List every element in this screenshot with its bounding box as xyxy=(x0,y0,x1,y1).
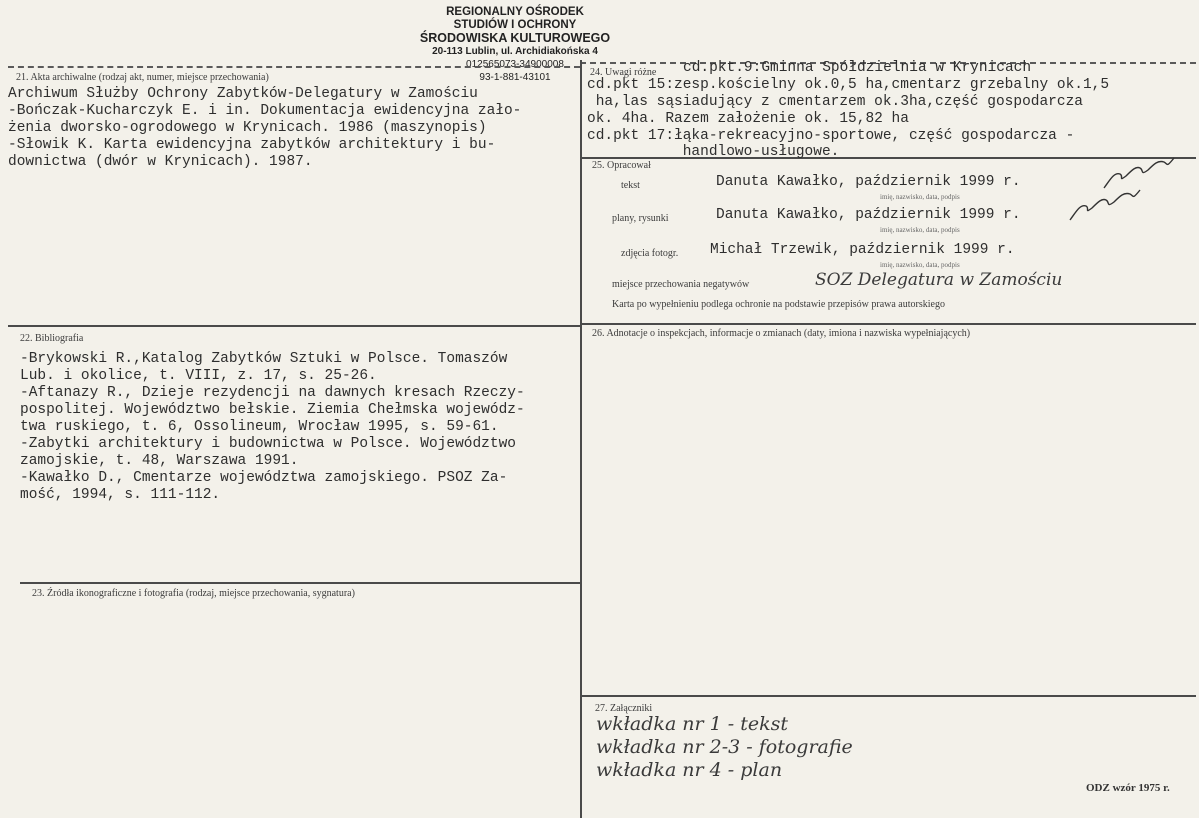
stamp-line: 20-113 Lublin, ul. Archidiakońska 4 xyxy=(432,46,598,57)
section-24-label: 24. Uwagi różne xyxy=(590,67,657,78)
text-line: -Słowik K. Karta ewidencyjna zabytków architektury i bu- xyxy=(8,137,496,153)
text-line: -Zabytki architektury i budownictwa w Polsce. Województwo xyxy=(20,436,516,452)
text-line: pospolitej. Województwo bełskie. Ziemia Chełmska wojewódz- xyxy=(20,402,525,418)
rule-right-27 xyxy=(582,695,1196,697)
form-id: ODZ wzór 1975 r. xyxy=(1086,782,1170,794)
stamp-line: STUDIÓW I OCHRONY xyxy=(453,19,577,31)
text-line: zamojskie, t. 48, Warszawa 1991. xyxy=(20,453,299,469)
stamp-line: 012565073-34900008 xyxy=(466,59,564,70)
rule-left-23 xyxy=(20,582,580,584)
zdjecia-value: Michał Trzewik, październik 1999 r. xyxy=(710,242,1015,258)
top-rule-left xyxy=(8,66,580,68)
text-line: mość, 1994, s. 111-112. xyxy=(20,487,221,503)
plany-hint: imię, nazwisko, data, podpis xyxy=(880,226,960,234)
stamp-line: 93-1-881-43101 xyxy=(479,72,551,83)
text-line: ha,las sąsiadujący z cmentarzem ok.3ha,część gospodarcza xyxy=(587,94,1083,110)
text-line: handlowo-usługowe. xyxy=(587,144,840,160)
section-26-label: 26. Adnotacje o inspekcjach, informacje o zmianach (daty, imiona i nazwiska wypełniających) xyxy=(592,328,971,339)
plany-label: plany, rysunki xyxy=(612,213,669,224)
section-22-label: 22. Bibliografia xyxy=(20,333,84,344)
tekst-hint: imię, nazwisko, data, podpis xyxy=(880,193,960,201)
text-line: -Brykowski R.,Katalog Zabytków Sztuki w Polsce. Tomaszów xyxy=(20,351,508,367)
tekst-label: tekst xyxy=(621,180,640,191)
text-line: żenia dworsko-ogrodowego w Krynicach. 1986 (maszynopis) xyxy=(8,120,487,136)
text-line: ok. 4ha. Razem założenie ok. 15,82 ha xyxy=(587,111,909,127)
text-line: twa ruskiego, t. 6, Ossolineum, Wrocław 1995, s. 59-61. xyxy=(20,419,499,435)
text-line: -Bończak-Kucharczyk E. i in. Dokumentacja ewidencyjna zało- xyxy=(8,103,522,119)
center-divider xyxy=(580,60,582,818)
section-21-label: 21. Akta archiwalne (rodzaj akt, numer, miejsce przechowania) xyxy=(16,72,269,83)
zdjecia-label: zdjęcia fotogr. xyxy=(621,248,679,259)
negatywy-label: miejsce przechowania negatywów xyxy=(612,279,750,290)
text-line: downictwa (dwór w Krynicach). 1987. xyxy=(8,154,313,170)
attachment-item: wkładka nr 4 - plan xyxy=(596,759,783,781)
zdjecia-hint: imię, nazwisko, data, podpis xyxy=(880,261,960,269)
negatywy-value: SOZ Delegatura w Zamościu xyxy=(815,270,1063,290)
text-line: cd.pkt 15:zesp.kościelny ok.0,5 ha,cmentarz grzebalny ok.1,5 xyxy=(587,77,1110,93)
section-23-label: 23. Źródła ikonograficzne i fotografia (rodzaj, miejsce przechowania, sygnatura) xyxy=(32,588,355,599)
text-line: -Aftanazy R., Dzieje rezydencji na dawnych kresach Rzeczy- xyxy=(20,385,525,401)
text-line: cd.pkt 17:łąka-rekreacyjno-sportowe, część gospodarcza - xyxy=(587,128,1075,144)
rule-right-26 xyxy=(582,323,1196,325)
section-25-label: 25. Opracował xyxy=(592,160,651,171)
attachment-item: wkładka nr 2-3 - fotografie xyxy=(596,736,853,758)
rule-left-22 xyxy=(8,325,580,327)
plany-value: Danuta Kawałko, październik 1999 r. xyxy=(716,207,1021,223)
attachment-item: wkładka nr 1 - tekst xyxy=(596,713,789,735)
text-line: -Kawałko D., Cmentarze województwa zamojskiego. PSOZ Za- xyxy=(20,470,508,486)
text-line: Archiwum Służby Ochrony Zabytków-Delegatury w Zamościu xyxy=(8,86,478,102)
stamp-line: REGIONALNY OŚRODEK xyxy=(446,6,584,18)
copyright-note: Karta po wypełnieniu podlega ochronie na podstawie przepisów prawa autorskiego xyxy=(612,299,945,310)
tekst-value: Danuta Kawałko, październik 1999 r. xyxy=(716,174,1021,190)
text-line: cd.pkt.9:Gminna Spółdzielnia w Krynicach xyxy=(683,60,1032,76)
stamp-line: ŚRODOWISKA KULTUROWEGO xyxy=(419,31,611,45)
section-27-label: 27. Załączniki xyxy=(595,703,653,714)
text-line: Lub. i okolice, t. VIII, z. 17, s. 25-26. xyxy=(20,368,377,384)
signature-2 xyxy=(1066,186,1146,224)
